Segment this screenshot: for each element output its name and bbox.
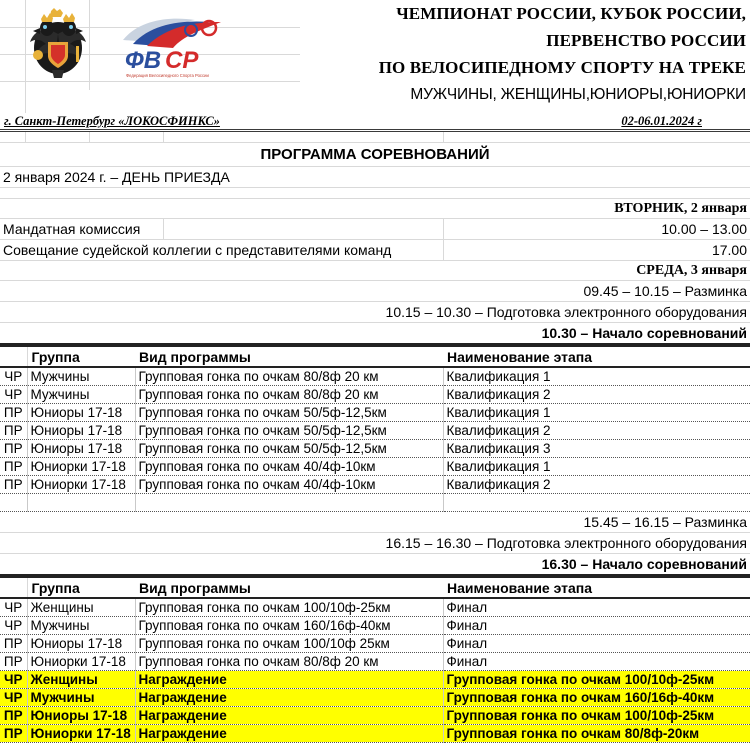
table-row [0,476,750,494]
table-header-row [0,577,750,598]
schedule-label: Совещание судейской коллегии с представителями команд [3,242,392,258]
venue-location: г. Санкт-Петербург «ЛОКОСФИНКС» [4,114,220,128]
cell-rank: ПР [0,653,27,671]
cell-program: Групповая гонка по очкам 50/5ф-12,5км [135,422,443,440]
cell-stage: Квалификация 3 [443,440,750,458]
cell-program: Групповая гонка по очкам 50/5ф-12,5км [135,440,443,458]
cell-program: Групповая гонка по очкам 100/10ф-25км [135,598,443,617]
day-heading-wednesday: СРЕДА, 3 января [0,261,750,281]
cell-rank: ПР [0,404,27,422]
cell-program: Групповая гонка по очкам 80/8ф 20 км [135,653,443,671]
cell-program: Групповая гонка по очкам 40/4ф-10км [135,458,443,476]
cell-group: Женщины [27,598,135,617]
svg-text:СР: СР [165,47,199,74]
note-start-morning: 10.30 – Начало соревнований [0,323,750,345]
cell-program [135,494,443,512]
cell-group: Мужчины [27,689,135,707]
cell-rank: ПР [0,440,27,458]
document-header [0,0,750,113]
event-dates: 02-06.01.2024 г [621,114,702,128]
schedule-label: Мандатная комиссия [3,221,141,237]
cell-program: Групповая гонка по очкам 80/8ф 20 км [135,367,443,386]
cell-stage: Групповая гонка по очкам 100/10ф-25км [443,671,750,689]
col-header-program-type: Вид программы [135,346,443,367]
cell-group: Женщины [27,671,135,689]
table-row [0,617,750,635]
note-warmup-afternoon: 15.45 – 16.15 – Разминка [0,512,750,533]
col-header-rank [0,346,27,367]
cell-rank: ПР [0,725,27,743]
cell-program: Групповая гонка по очкам 50/5ф-12,5км [135,404,443,422]
table-row [0,458,750,476]
cell-group: Юниоры 17-18 [27,422,135,440]
cell-rank: ЧР [0,598,27,617]
col-header-group: Группа [27,346,135,367]
svg-text:ФВ: ФВ [125,47,162,74]
cell-stage: Групповая гонка по очкам 160/16ф-40км [443,689,750,707]
cell-rank [0,494,27,512]
schedule-row-mandate-commission [0,219,750,240]
table-row-award [0,671,750,689]
cell-program: Награждение [135,707,443,725]
arrival-day-note: 2 января 2024 г. – ДЕНЬ ПРИЕЗДА [0,167,750,188]
morning-program-table [0,345,750,512]
cell-program: Групповая гонка по очкам 100/10ф 25км [135,635,443,653]
cell-stage: Квалификация 1 [443,458,750,476]
cell-stage [443,494,750,512]
svg-text:Федерация Велосипедного Спорта: Федерация Велосипедного Спорта России [126,73,209,78]
cell-program: Групповая гонка по очкам 40/4ф-10км [135,476,443,494]
cell-rank: ПР [0,422,27,440]
col-header-group: Группа [27,577,135,598]
cell-program: Групповая гонка по очкам 160/16ф-40км [135,617,443,635]
cell-group [27,494,135,512]
table-row-award [0,707,750,725]
table-row [0,653,750,671]
table-row [0,422,750,440]
table-row-empty [0,494,750,512]
cell-group: Юниоры 17-18 [27,440,135,458]
table-row [0,440,750,458]
cell-stage: Квалификация 2 [443,422,750,440]
cell-group: Юниоры 17-18 [27,404,135,422]
cell-rank: ПР [0,635,27,653]
spacer-row-after-arrival [0,188,750,199]
cell-rank: ЧР [0,617,27,635]
afternoon-program-table [0,576,750,743]
event-title-line-3: ПО ВЕЛОСИПЕДНОМУ СПОРТУ НА ТРЕКЕ [378,58,746,77]
cell-program: Групповая гонка по очкам 80/8ф 20 км [135,386,443,404]
cell-rank: ПР [0,707,27,725]
note-warmup-morning: 09.45 – 10.15 – Разминка [0,281,750,302]
col-header-stage-name: Наименование этапа [443,346,750,367]
cell-stage: Финал [443,598,750,617]
cell-rank: ЧР [0,386,27,404]
event-categories-line: МУЖЧИНЫ, ЖЕНЩИНЫ,ЮНИОРЫ,ЮНИОРКИ [410,86,746,103]
cell-group: Мужчины [27,386,135,404]
cell-rank: ЧР [0,671,27,689]
day-heading-tuesday: ВТОРНИК, 2 января [0,199,750,219]
header-title-block [300,0,750,113]
schedule-row-judges-meeting [0,240,750,261]
note-equipment-morning: 10.15 – 10.30 – Подготовка электронного оборудования [0,302,750,323]
note-equipment-afternoon: 16.15 – 16.30 – Подготовка электронного оборудования [0,533,750,554]
cell-stage: Квалификация 1 [443,367,750,386]
table-row [0,386,750,404]
header-logo-area [0,0,300,113]
cell-group: Мужчины [27,367,135,386]
cell-stage: Групповая гонка по очкам 100/10ф-25км [443,707,750,725]
cell-rank: ЧР [0,367,27,386]
location-date-bar [0,113,750,132]
program-title: ПРОГРАММА СОРЕВНОВАНИЙ [0,143,750,167]
russian-coat-of-arms-icon [22,8,94,84]
table-row [0,635,750,653]
table-row [0,404,750,422]
cell-group: Юниоры 17-18 [27,635,135,653]
cell-rank: ЧР [0,689,27,707]
col-header-program-type: Вид программы [135,577,443,598]
cell-program: Награждение [135,671,443,689]
col-header-rank [0,577,27,598]
cell-program: Награждение [135,725,443,743]
table-header-row [0,346,750,367]
cell-group: Юниорки 17-18 [27,476,135,494]
event-title-line-1: ЧЕМПИОНАТ РОССИИ, КУБОК РОССИИ, [396,4,746,23]
note-start-afternoon: 16.30 – Начало соревнований [0,554,750,576]
cell-group: Мужчины [27,617,135,635]
cell-stage: Групповая гонка по очкам 80/8ф-20км [443,725,750,743]
cell-stage: Квалификация 2 [443,386,750,404]
table-row-award [0,725,750,743]
cell-group: Юниорки 17-18 [27,725,135,743]
cell-group: Юниорки 17-18 [27,653,135,671]
cell-group: Юниорки 17-18 [27,458,135,476]
table-row-award [0,689,750,707]
schedule-time: 17.00 [711,242,747,258]
fvsr-logo-icon [117,14,237,82]
cell-program: Награждение [135,689,443,707]
cell-stage: Финал [443,635,750,653]
cell-rank: ПР [0,458,27,476]
cell-group: Юниоры 17-18 [27,707,135,725]
table-row [0,367,750,386]
cell-rank: ПР [0,476,27,494]
event-title-line-2: ПЕРВЕНСТВО РОССИИ [546,31,746,50]
cell-stage: Финал [443,653,750,671]
table-row [0,598,750,617]
cell-stage: Квалификация 2 [443,476,750,494]
spacer-row-top [0,132,750,143]
cell-stage: Финал [443,617,750,635]
schedule-time: 10.00 – 13.00 [661,221,747,237]
col-header-stage-name: Наименование этапа [443,577,750,598]
cell-stage: Квалификация 1 [443,404,750,422]
